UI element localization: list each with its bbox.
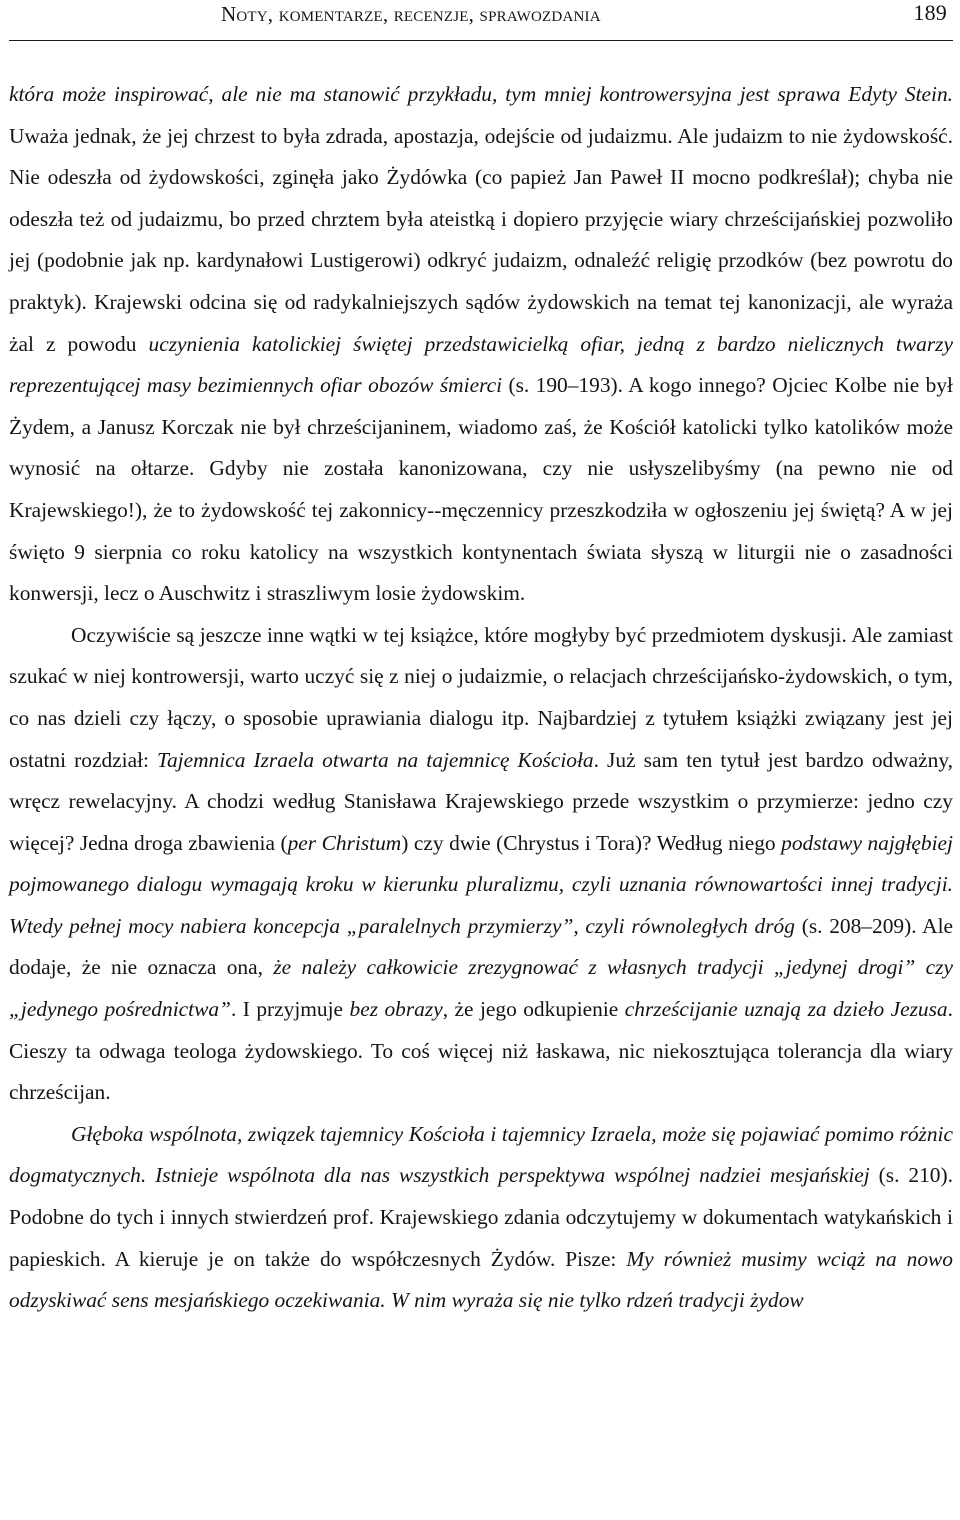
text-segment: (s. 210). Podobne do tych i innych stwierdzeń prof. Krajewskiego zdania odczytujemy w dokumentach watykańskich i papieskich. A kieruje je on także do współczesnych Żydów. Pisze: (9, 1163, 953, 1271)
text-segment-italic: Głęboka wspólnota, związek tajemnicy Kościoła i tajemnicy Izraela, może się pojawiać pomimo różnic dogmatycznych. Istnieje wspólnota dla nas wszystkich perspektywa wspólnej nadziei mesjańskiej (9, 1121, 953, 1188)
body-text (9, 74, 953, 1322)
text-segment-italic: per Christum (287, 830, 402, 855)
running-head (9, 0, 953, 40)
text-segment-italic: uczynienia katolickiej świętej przedstawicielką ofiar, jedną z bardzo nielicznych twarzy reprezentującej masy bezimiennych ofiar obozów śmierci (9, 331, 953, 398)
text-segment: ) czy dwie (Chrystus i Tora)? Według niego (401, 830, 782, 855)
text-segment: , że jego odkupienie (442, 997, 625, 1022)
text-segment: . Cieszy ta odwaga teologa żydowskiego. To coś więcej niż łaskawa, nic niekosztująca tolerancja dla wiary chrześcijan. (9, 997, 953, 1105)
text-segment: (s. 190–193). A kogo innego? Ojciec Kolbe nie był Żydem, a Janusz Korczak nie był chrześcijaninem, wiadomo zaś, że Kościół katolicki tylko katolików może wynosić na ołtarze. Gdyby nie została kanonizowana, czy nie usłyszelibyśmy (na pewno nie od Krajewskiego!), że to żydowskość tej zakonnicy‑​-męczennicy przeszkodziła w ogłoszeniu jej świętą? A w jej święto 9 sierpnia co roku katolicy na wszystkich kontynentach świata słyszą w liturgii nie o zasadności konwersji, lecz o Auschwitz i straszliwym losie żydowskim. (9, 373, 953, 606)
text-segment-italic: która może inspirować, ale nie ma stanowić przykładu, tym mniej kontrowersyjna jest sprawa Edyty Stein. (9, 82, 953, 106)
text-segment-italic: podstawy najgłębiej pojmowanego dialogu wymagają kroku w kierunku pluralizmu, czyli uznania równowartości innej tradycji. Wtedy pełnej mocy nabiera koncepcja „paralelnych przymierzy”, czyli równoległych dróg (9, 830, 953, 938)
text-segment: . I przyjmuje (230, 997, 350, 1022)
running-title-text: Noty, komentarze, recenzje, sprawozdania (221, 2, 601, 26)
text-segment-italic: Tajemnica Izraela otwarta na tajemnicę Kościoła (157, 747, 594, 772)
page-number: 189 (913, 0, 947, 25)
text-segment: . Już sam ten tytuł jest bardzo odważny, wręcz rewelacyjny. A chodzi według Stanisława Krajewskiego przede wszystkim o przymierze: jedno czy więcej? Jedna droga zbawienia ( (9, 747, 953, 855)
text-segment: Oczywiście są jeszcze inne wątki w tej książce, które mogłyby być przedmiotem dyskusji. Ale zamiast szukać w niej kontrowersji, warto uczyć się z niej o judaizmie, o relacjach chrześcijańsko-żydowskich, o tym, co nas dzieli czy łączy, o sposobie uprawiania dialogu itp. Najbardziej z tytułem książki związany jest jej ostatni rozdział: (9, 622, 953, 772)
text-segment-italic: że należy całkowicie zrezygnować z własnych tradycji „jedynej drogi” czy „jedynego pośrednictwa” (9, 955, 953, 1022)
paragraph-3 (9, 1114, 953, 1322)
text-segment-italic: bez obrazy (349, 997, 443, 1022)
paragraph-1 (9, 74, 953, 615)
text-segment-italic: chrześcijanie uznają za dzieło Jezusa (624, 997, 948, 1022)
text-segment-italic: My również musimy wciąż na nowo odzyskiwać sens mesjańskiego oczekiwania. W nim wyraża się nie tylko rdzeń tradycji żydow (9, 1246, 953, 1313)
running-title (221, 2, 601, 27)
text-segment: (s. 208–209). Ale dodaje, że nie oznacza ona, (9, 913, 954, 980)
header-rule (9, 40, 953, 41)
text-segment: Uważa jednak, że jej chrzest to była zdrada, apostazja, odejście od judaizmu. Ale judaizm to nie żydowskość. Nie odeszła od żydowskości, zginęła jako Żydówka (co papież Jan Paweł II mocno podkreślał); chyba nie odeszła też od judaizmu, bo przed chrztem była ateistką i dopiero przyjęcie wiary chrześcijańskiej pozwoliło jej (podobnie jak np. kardynałowi Lustigerowi) odkryć judaizm, odnaleźć religię przodków (bez powrotu do praktyk). Krajewski odcina się od radykalniejszych sądów żydowskich na temat tej kanonizacji, ale wyraża żal z powodu (9, 123, 953, 356)
paragraph-2 (9, 615, 953, 1114)
